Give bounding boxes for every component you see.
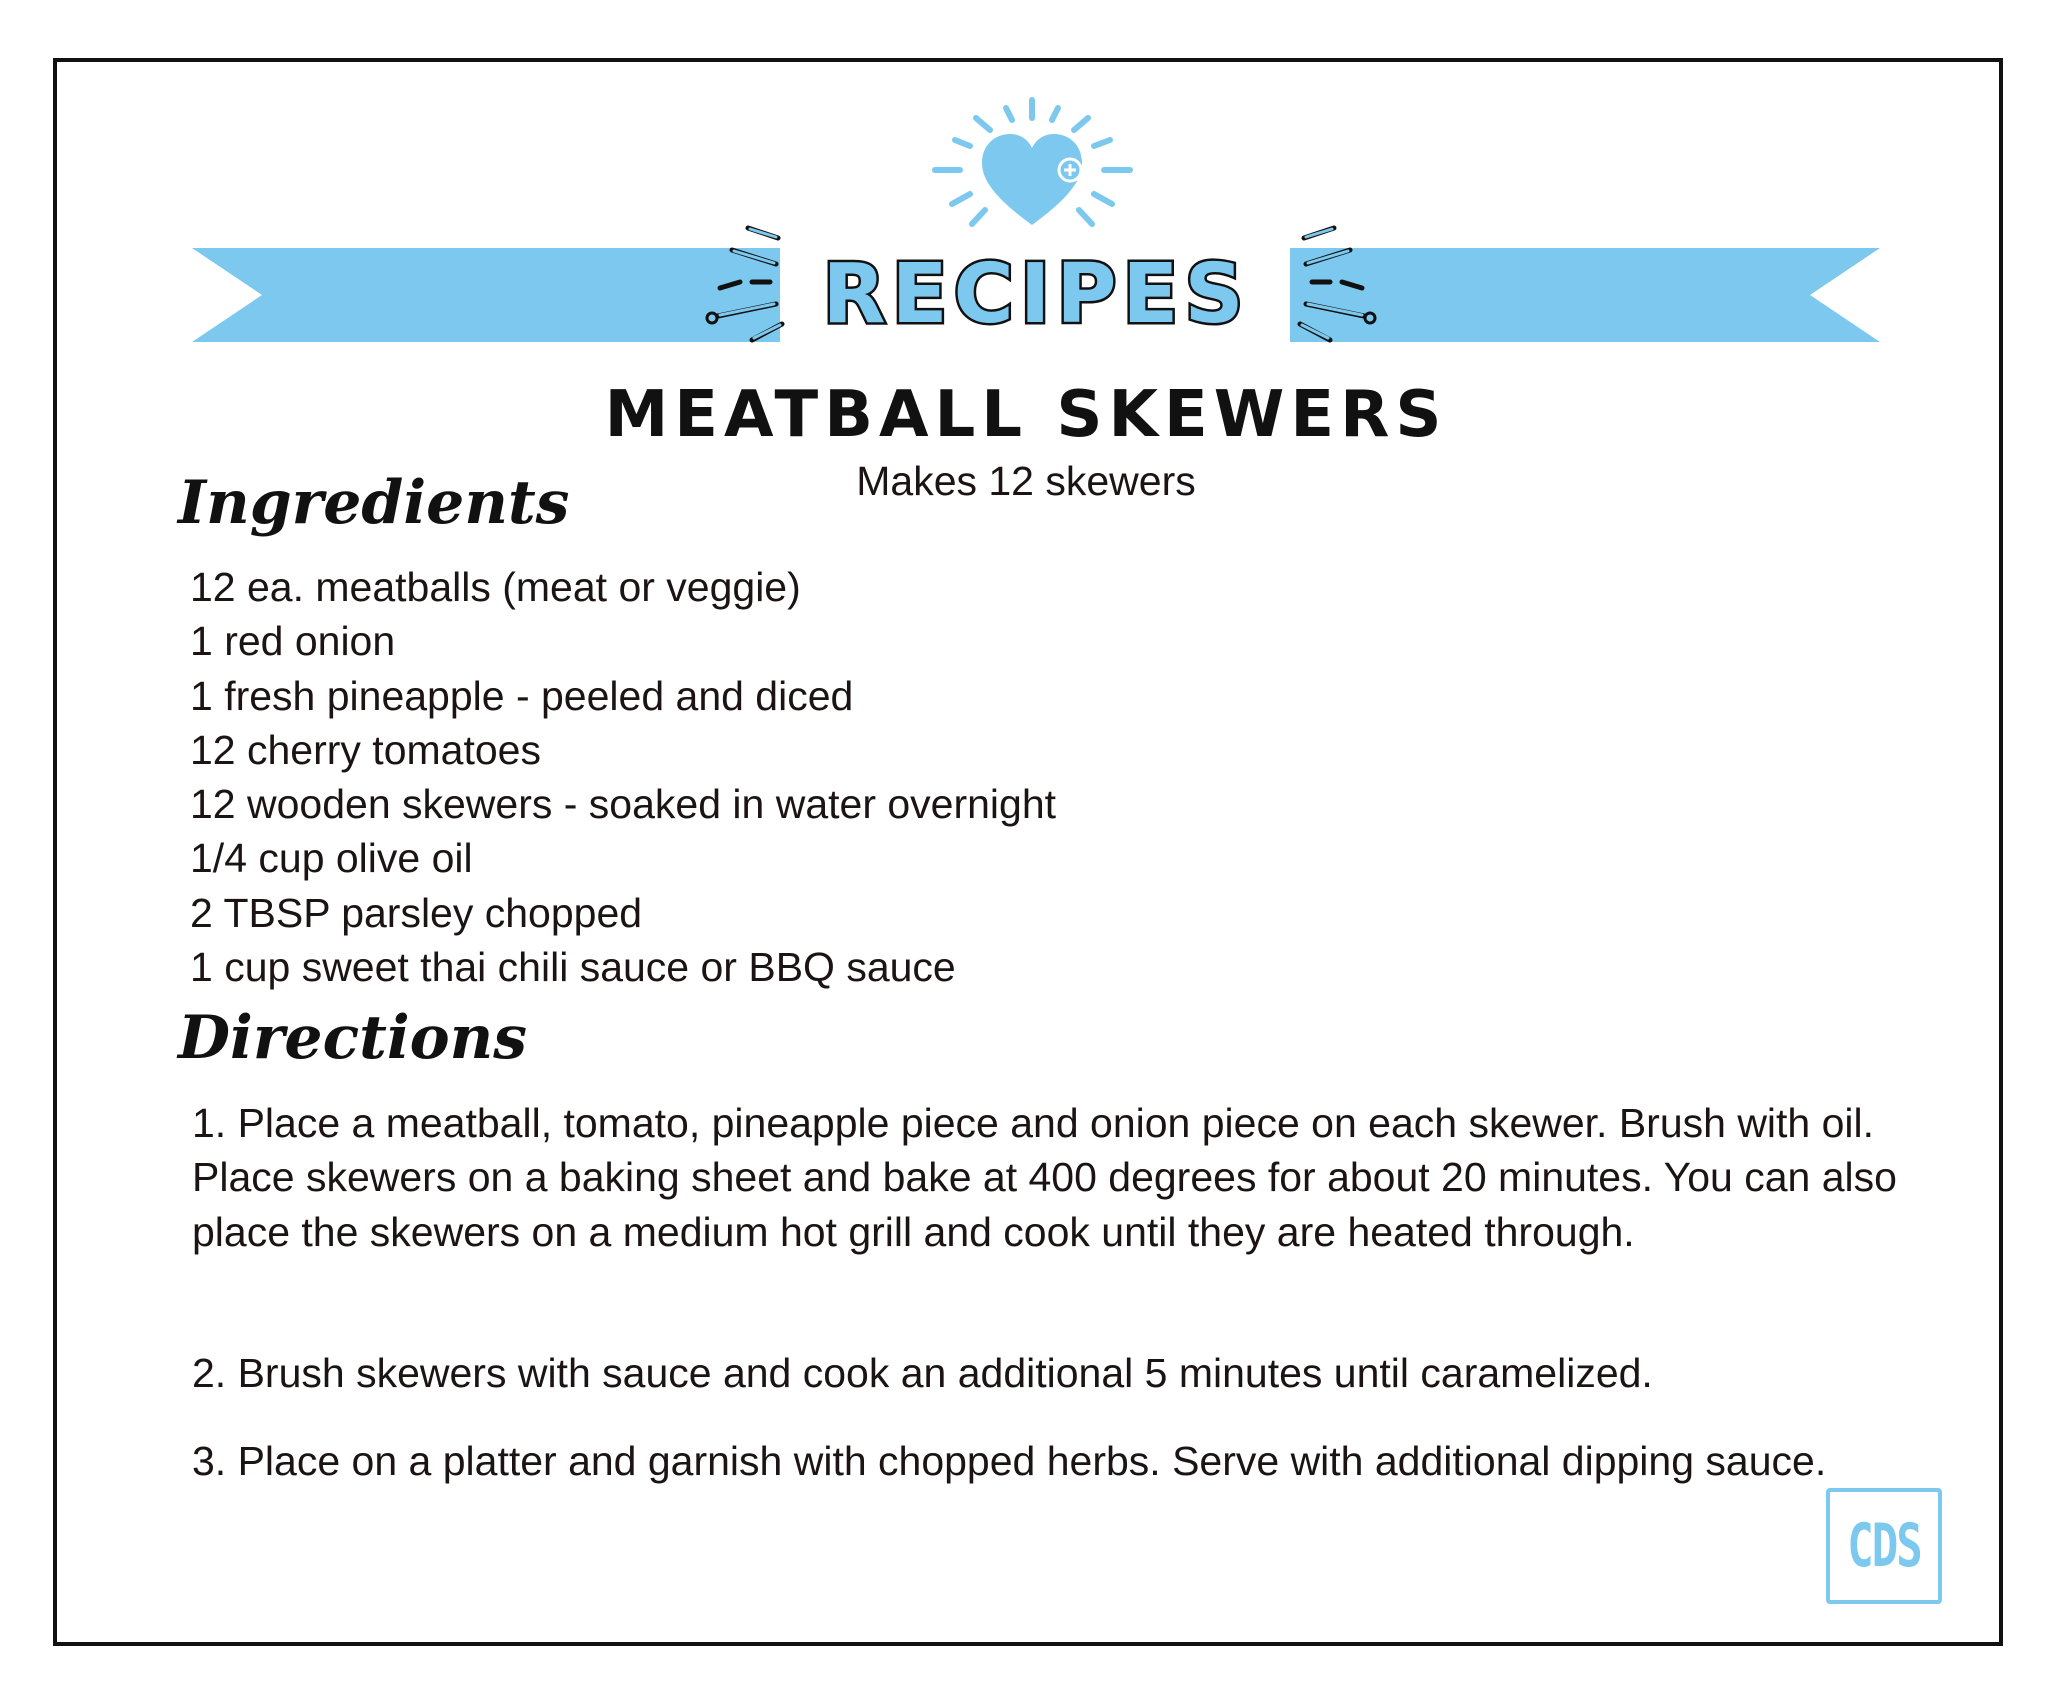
recipe-yield: Makes 12 skewers [856,458,1196,504]
ingredient-item: 12 cherry tomatoes [190,726,541,773]
ingredient-item: 1 cup sweet thai chili sauce or BBQ sauce [190,944,956,991]
ingredients-heading: Ingredients [178,468,570,538]
ribbon-right [1290,248,1880,342]
ingredient-item: 12 wooden skewers - soaked in water overnight [190,781,1057,828]
recipe-title: MEATBALL SKEWERS [604,378,1448,452]
ingredient-item: 1 fresh pineapple - peeled and diced [190,672,854,719]
direction-step: 2. Brush skewers with sauce and cook an additional 5 minutes until caramelized. [192,1350,1653,1396]
direction-step: 1. Place a meatball, tomato, pineapple piece and onion piece on each skewer. Brush with oil. Place skewers on a baking sheet and bake at 400 degrees for about 20 minutes. You can also place the skewers on a medium hot grill and cook until they are heated through. [192,1100,1897,1255]
direction-step: 3. Place on a platter and garnish with chopped herbs. Serve with additional dipping sauce. [192,1438,1827,1484]
recipes-banner [0,0,2052,400]
cds-logo [1826,1488,1942,1604]
cds-logo-text: CDS [1847,1511,1921,1581]
ingredient-item: 1 red onion [190,618,396,665]
ingredient-item: 12 ea. meatballs (meat or veggie) [190,564,801,610]
directions-heading: Directions [178,1003,528,1073]
banner-title: RECIPES [822,247,1250,342]
ribbon-left [192,248,790,342]
ingredient-list [190,560,1056,994]
ingredient-item: 1/4 cup olive oil [190,835,473,882]
ingredient-item: 2 TBSP parsley chopped [190,889,643,936]
heart-sunburst-icon [935,100,1130,225]
